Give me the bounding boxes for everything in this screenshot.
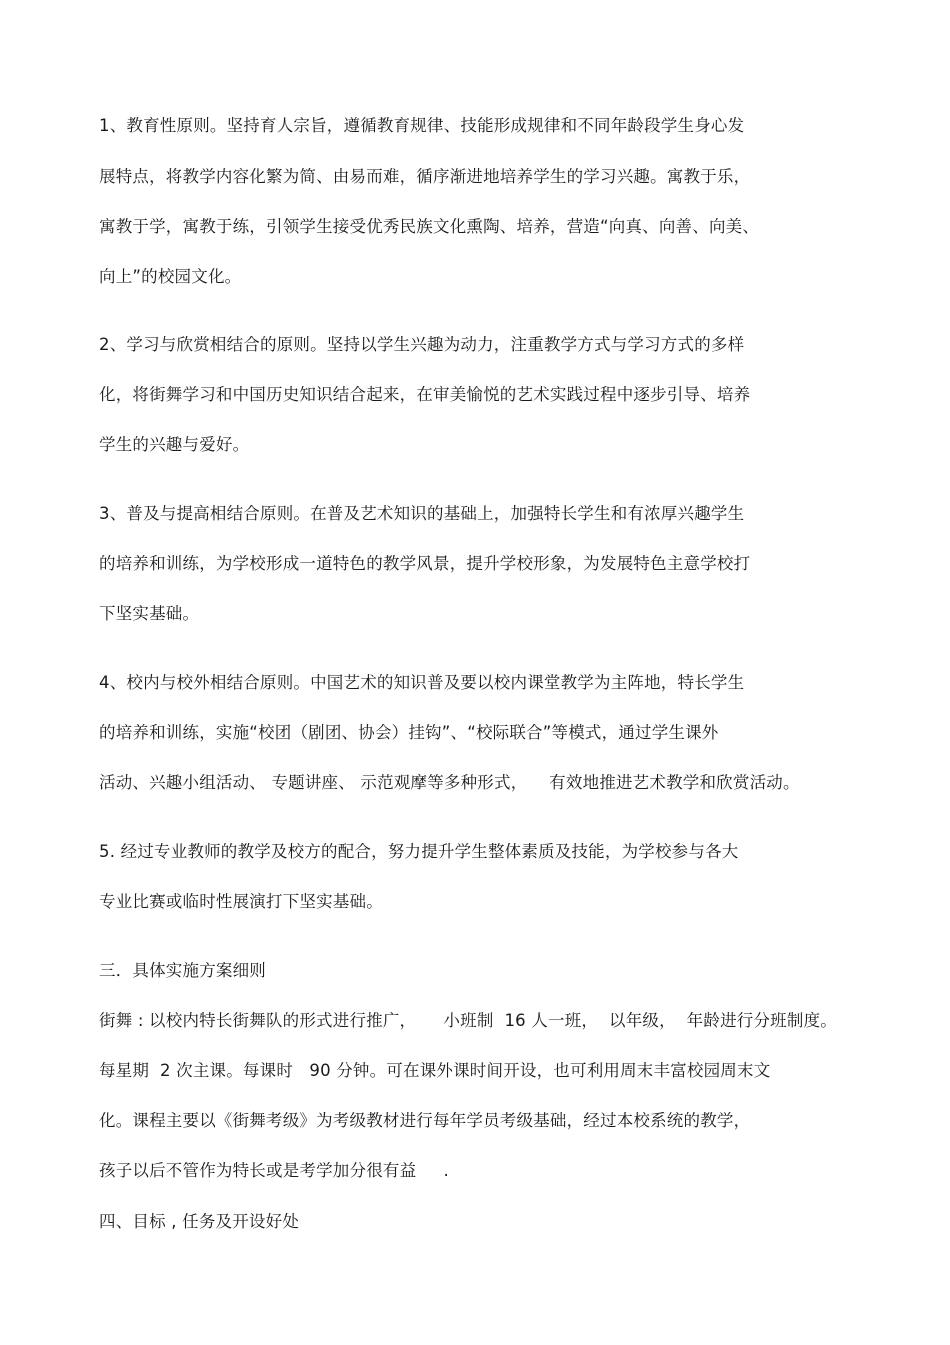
principle-2-line-1: 2、学习与欣赏相结合的原则。坚持以学生兴趣为动力，注重教学方式与学习方式的多样 <box>99 335 745 354</box>
principle-4-line-3: 活动、兴趣小组活动、 专题讲座、 示范观摩等多种形式， 有效地推进艺术教学和欣赏活动。 <box>99 773 800 792</box>
principle-4-line-1: 4、校内与校外相结合原则。中国艺术的知识普及要以校内课堂教学为主阵地，特长学生 <box>99 673 745 692</box>
principle-2-line-2: 化，将街舞学习和中国历史知识结合起来，在审美愉悦的艺术实践过程中逐步引导、培养 <box>99 385 751 404</box>
section-3-body-line-3: 化。课程主要以《街舞考级》为考级教材进行每年学员考级基础，经过本校系统的教学， <box>99 1111 751 1130</box>
principle-5-line-2: 专业比赛或临时性展演打下坚实基础。 <box>99 892 383 911</box>
section-3-body-line-2: 每星期 2 次主课。每课时 90 分钟。可在课外课时间开设，也可利用周末丰富校园周末文 <box>99 1061 771 1080</box>
principle-3-line-1: 3、普及与提高相结合原则。在普及艺术知识的基础上，加强特长学生和有浓厚兴趣学生 <box>99 504 745 523</box>
principle-3-line-3: 下坚实基础。 <box>99 604 200 623</box>
principle-5-line-1: 5. 经过专业教师的教学及校方的配合，努力提升学生整体素质及技能，为学校参与各大 <box>99 842 739 861</box>
principle-2-line-3: 学生的兴趣与爱好。 <box>99 435 250 454</box>
principle-4-line-2: 的培养和训练，实施“校团（剧团、协会）挂钩”、“校际联合”等模式，通过学生课外 <box>99 723 719 742</box>
section-3-body-line-1: 街舞 : 以校内特长街舞队的形式进行推广， 小班制 16 人一班， 以年级， 年龄进行分班制度。 <box>99 1011 837 1030</box>
principle-1-line-2: 展特点，将教学内容化繁为简、由易而难，循序渐进地培养学生的学习兴趣。寓教于乐， <box>99 167 751 186</box>
section-4-heading: 四、目标 , 任务及开设好处 <box>99 1212 300 1231</box>
principle-1-line-3: 寓教于学，寓教于练，引领学生接受优秀民族文化熏陶、培养，营造“向真、向善、向美、 <box>99 217 760 236</box>
section-3-heading: 三．具体实施方案细则 <box>99 961 266 980</box>
principle-3-line-2: 的培养和训练，为学校形成一道特色的教学风景，提升学校形象，为发展特色主意学校打 <box>99 554 751 573</box>
principle-1-line-4: 向上”的校园文化。 <box>99 267 242 286</box>
section-3-body-line-4: 孩子以后不管作为特长或是考学加分很有益 . <box>99 1161 449 1180</box>
principle-1-line-1: 1、教育性原则。坚持育人宗旨，遵循教育规律、技能形成规律和不同年龄段学生身心发 <box>99 116 745 135</box>
